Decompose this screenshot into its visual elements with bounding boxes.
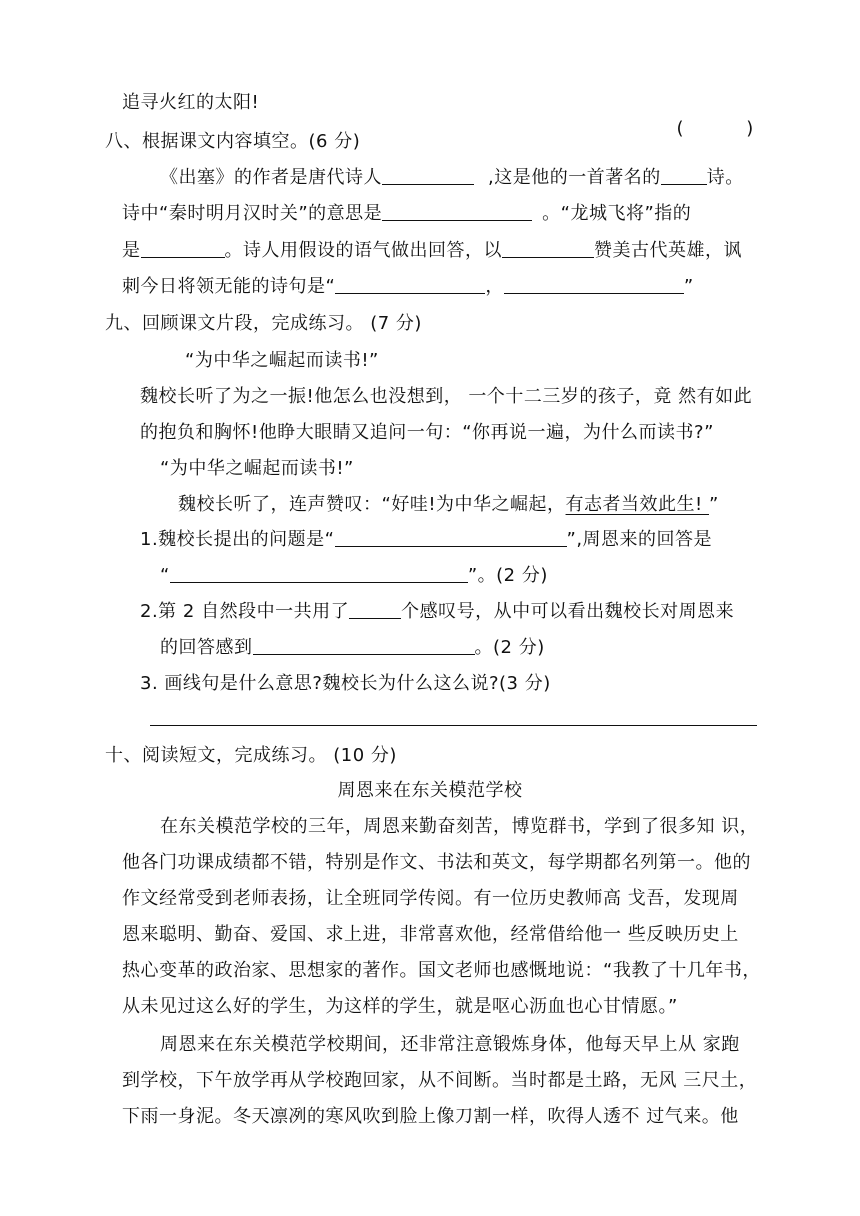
article-line: 下雨一身泥。冬天凛冽的寒风吹到脸上像刀割一样，吹得人透不 过气来。他 [122,1106,739,1127]
question-line: 3. 画线句是什么意思?魏校长为什么这么说?(3 分) [140,673,551,694]
answer-blank[interactable] [661,166,707,185]
article-line: 作文经常受到老师表扬，让全班同学传阅。有一位历史教师高 戈吾，发现周 [122,888,739,909]
answer-line[interactable] [150,725,757,726]
article-line: 他各门功课成绩都不错，特别是作文、书法和英文，每学期都名列第一。他的 [122,852,751,873]
section-heading: 八、根据课文内容填空。(6 分) [105,131,361,152]
text-line: 是 。诗人用假设的语气做出回答，以 赞美古代英雄，讽 [122,240,742,261]
passage-line: 魏校长听了为之一振!他怎么也没想到， 一个十二三岁的孩子，竟 然有如此 [140,386,753,407]
passage-line: 魏校长听了，连声赞叹：“好哇!为中华之崛起，有志者当效此生! ” [178,494,719,515]
article-line: 恩来聪明、勤奋、爱国、求上进，非常喜欢他，经常借给他一 些反映历史上 [122,924,739,945]
text-line [122,90,259,116]
answer-parenthesis: ( ) [676,118,754,139]
passage-line: “为中华之崛起而读书!” [185,350,379,371]
answer-blank[interactable] [170,564,468,583]
question-line: 的回答感到 。(2 分) [160,637,545,658]
article-line: 从未见过这么好的学生，为这样的学生，就是呕心沥血也心甘情愿。” [122,996,678,1017]
passage-line: 的抱负和胸怀!他睁大眼睛又追问一句：“你再说一遍，为什么而读书?” [140,422,714,443]
section-heading: 十、阅读短文，完成练习。 (10 分) [105,745,397,766]
article-line: 到学校，下午放学再从学校跑回家，从不间断。当时都是土路，无风 三尺土， [122,1070,758,1091]
article-line: 周恩来在东关模范学校期间，还非常注意锻炼身体，他每天早上从 家跑 [160,1034,740,1055]
underlined-sentence: 有志者当效此生! [565,494,709,515]
answer-blank[interactable] [349,600,401,619]
answer-blank[interactable] [335,528,567,547]
answer-blank[interactable] [253,636,475,655]
article-title: 周恩来在东关模范学校 [337,780,523,801]
text-line: 诗中“秦时明月汉时关”的意思是 。“龙城飞将”指的 [122,203,692,224]
answer-blank[interactable] [335,275,485,294]
answer-blank[interactable] [382,166,474,185]
article-line: 热心变革的政治家、思想家的著作。国文老师也感慨地说：“我教了十几年书， [122,960,761,981]
answer-blank[interactable] [502,239,594,258]
question-line: “ ”。(2 分) [160,565,548,586]
section-heading: 九、回顾课文片段，完成练习。 (7 分) [105,313,422,334]
answer-blank[interactable] [141,239,225,258]
passage-line: “为中华之崛起而读书!” [160,458,354,479]
text-line: 刺今日将领无能的诗句是“ ， ” [122,276,694,297]
answer-blank[interactable] [504,275,684,294]
question-line: 1.魏校长提出的问题是“ ”,周恩来的回答是 [140,529,713,550]
article-line: 在东关模范学校的三年，周恩来勤奋刻苦，博览群书，学到了很多知 识， [160,816,759,837]
text: 追寻火红的太阳! [122,92,260,113]
text-line: 《出塞》的作者是唐代诗人 ,这是他的一首著名的 诗。 [160,167,744,188]
question-line: 2.第 2 自然段中一共用了 个感叹号，从中可以看出魏校长对周恩来 [140,601,735,622]
answer-blank[interactable] [382,202,532,221]
